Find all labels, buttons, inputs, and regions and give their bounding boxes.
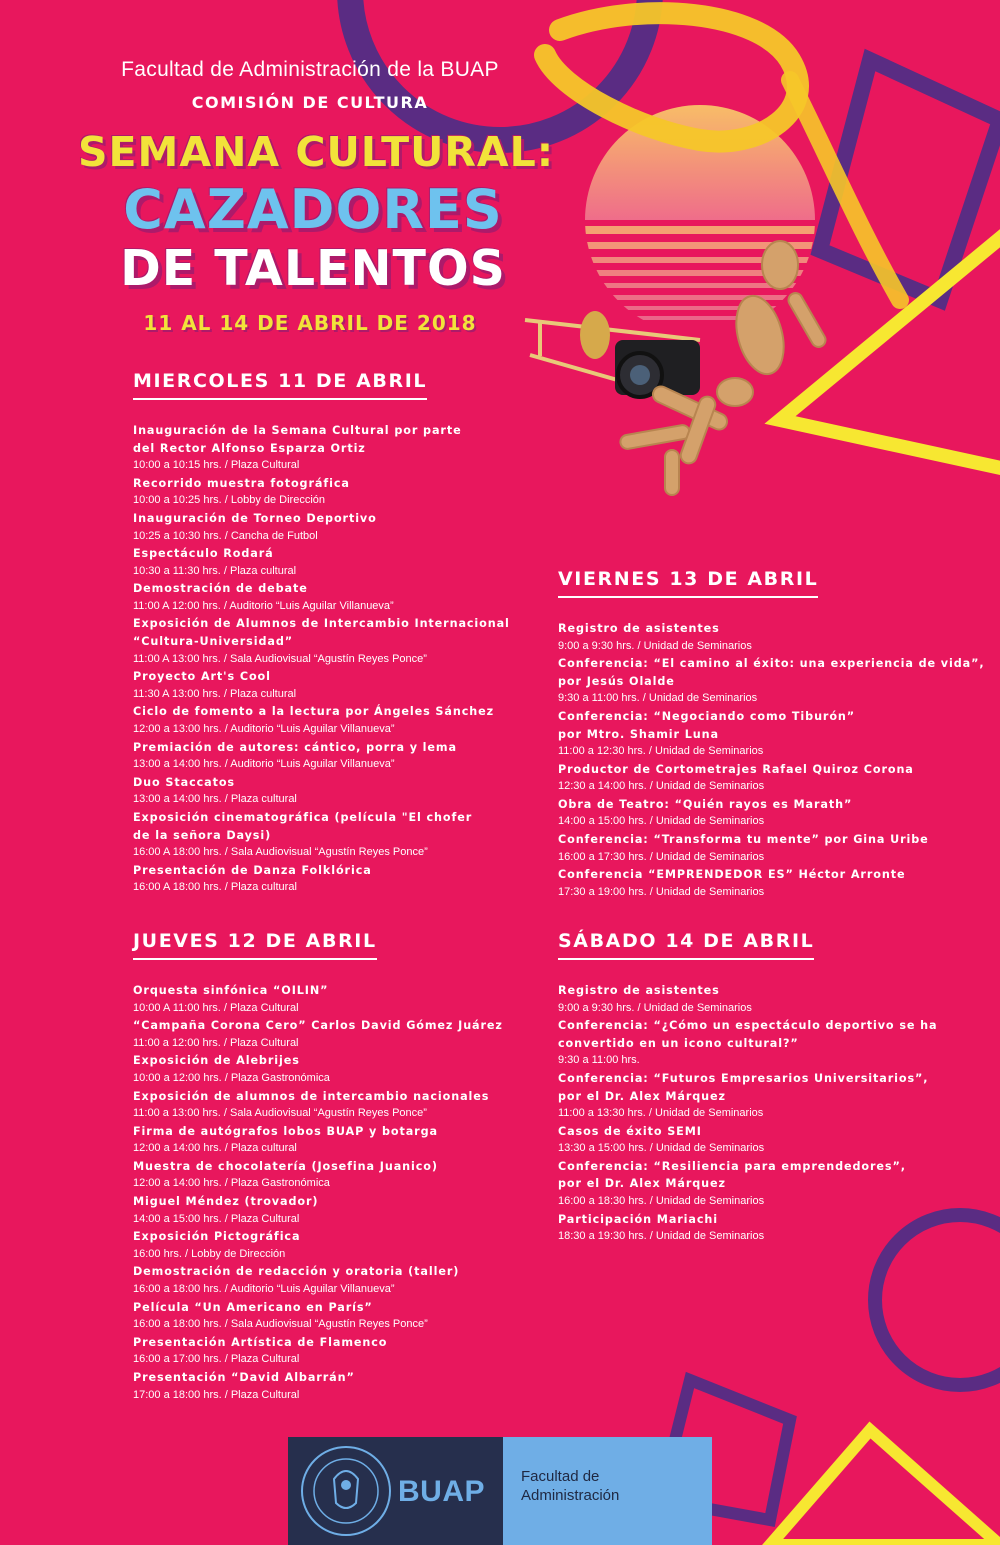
event-time-location: 16:00 A 18:00 hrs. / Plaza cultural bbox=[133, 881, 297, 894]
event-title-line: Conferencia: “¿Cómo un espectáculo deportivo se ha bbox=[558, 1019, 938, 1033]
event-item bbox=[558, 655, 985, 708]
event-time-location: 10:00 A 11:00 hrs. / Plaza Cultural bbox=[133, 1001, 299, 1014]
event-item bbox=[133, 1088, 503, 1123]
event-list bbox=[558, 982, 937, 1246]
event-time-location: 16:00 a 18:00 hrs. / Auditorio “Luis Aguilar Villanueva” bbox=[133, 1283, 395, 1296]
event-title-line: Obra de Teatro: “Quién rayos es Marath” bbox=[558, 797, 853, 811]
event-item bbox=[558, 620, 985, 655]
event-item bbox=[558, 1211, 937, 1246]
commission-name: COMISIÓN DE CULTURA bbox=[191, 93, 429, 112]
event-title bbox=[133, 1088, 503, 1106]
event-time-location: 10:00 a 10:15 hrs. / Plaza Cultural bbox=[133, 459, 300, 472]
event-item bbox=[133, 1052, 503, 1087]
footer-faculty-line-2: Administración bbox=[521, 1487, 620, 1504]
event-dates: 11 AL 14 DE ABRIL DE 2018 bbox=[143, 311, 477, 335]
event-item bbox=[558, 866, 985, 901]
event-time-location: 18:30 a 19:30 hrs. / Unidad de Seminarios bbox=[558, 1230, 765, 1243]
event-title-line: del Rector Alfonso Esparza Ortiz bbox=[133, 441, 366, 455]
event-title bbox=[133, 739, 510, 757]
event-time-location: 9:00 a 9:30 hrs. / Unidad de Seminarios bbox=[558, 1001, 752, 1014]
event-title-line: por el Dr. Alex Márquez bbox=[558, 1089, 726, 1103]
event-title-line: Muestra de chocolatería (Josefina Juanico) bbox=[133, 1159, 438, 1173]
event-list bbox=[558, 620, 985, 902]
event-item bbox=[133, 1193, 503, 1228]
event-time-location: 11:30 A 13:00 hrs. / Plaza cultural bbox=[133, 687, 297, 700]
event-title bbox=[133, 615, 510, 650]
event-item bbox=[558, 708, 985, 761]
event-time-location: 13:30 a 15:00 hrs. / Unidad de Seminarios bbox=[558, 1142, 765, 1155]
event-title bbox=[133, 668, 510, 686]
day-friday bbox=[558, 570, 985, 901]
event-title-line: Demostración de debate bbox=[133, 582, 308, 596]
event-title-line: Conferencia: “Negociando como Tiburón” bbox=[558, 709, 856, 723]
event-time-location: 12:00 a 14:00 hrs. / Plaza cultural bbox=[133, 1142, 297, 1155]
event-item bbox=[558, 796, 985, 831]
event-title-line: Exposición de Alumnos de Intercambio Internacional bbox=[133, 617, 510, 631]
event-title bbox=[133, 510, 510, 528]
event-item bbox=[133, 1263, 503, 1298]
event-title-line: Casos de éxito SEMI bbox=[558, 1124, 702, 1138]
event-title bbox=[133, 703, 510, 721]
event-title-line: convertido en un icono cultural?” bbox=[558, 1036, 799, 1050]
event-time-location: 10:00 a 12:00 hrs. / Plaza Gastronómica bbox=[133, 1071, 330, 1084]
event-title-line: Exposición cinematográfica (película "El chofer bbox=[133, 811, 473, 824]
event-title bbox=[133, 1158, 503, 1176]
event-title-line: Premiación de autores: cántico, porra y lema bbox=[133, 740, 457, 754]
event-item bbox=[133, 774, 510, 809]
event-title bbox=[558, 796, 985, 814]
event-title-line: Espectáculo Rodará bbox=[133, 547, 274, 561]
event-title-line: Participación Mariachi bbox=[558, 1212, 718, 1226]
event-title-line: “Cultura-Universidad” bbox=[133, 635, 293, 649]
day-heading: SÁBADO 14 DE ABRIL bbox=[558, 932, 814, 960]
event-item bbox=[133, 1228, 503, 1263]
yellow-triangle-bottom bbox=[770, 1430, 1000, 1545]
event-title-line: Conferencia: “Resiliencia para emprendedores”, bbox=[558, 1159, 906, 1173]
event-title-line: Proyecto Art's Cool bbox=[133, 670, 271, 684]
event-title-line: Presentación “David Albarrán” bbox=[133, 1371, 355, 1384]
event-title-line: Registro de asistentes bbox=[558, 621, 720, 635]
event-time-location: 16:00 a 17:30 hrs. / Unidad de Seminarios bbox=[558, 850, 765, 863]
event-title bbox=[558, 761, 985, 779]
event-time-location: 13:00 a 14:00 hrs. / Plaza cultural bbox=[133, 793, 297, 806]
event-title bbox=[558, 1123, 937, 1141]
event-item bbox=[133, 1334, 503, 1369]
event-title-line: Conferencia: “El camino al éxito: una experiencia de vida”, bbox=[558, 657, 985, 671]
event-time-location: 16:00 hrs. / Lobby de Dirección bbox=[133, 1247, 286, 1260]
event-time-location: 12:00 a 14:00 hrs. / Plaza Gastronómica bbox=[133, 1177, 330, 1190]
event-time-location: 11:00 a 12:30 hrs. / Unidad de Seminarios bbox=[558, 745, 764, 758]
event-item bbox=[133, 475, 510, 510]
event-title-line: Inauguración de Torneo Deportivo bbox=[133, 511, 377, 525]
event-time-location: 14:00 a 15:00 hrs. / Unidad de Seminarios bbox=[558, 815, 765, 828]
event-item bbox=[133, 1369, 503, 1404]
event-title-line: Orquesta sinfónica “OILIN” bbox=[133, 983, 329, 997]
title-line-2: CAZADORES bbox=[123, 178, 503, 241]
day-heading: JUEVES 12 DE ABRIL bbox=[133, 932, 377, 960]
faculty-name: Facultad de Administración de la BUAP bbox=[121, 58, 499, 81]
event-title-line: Demostración de redacción y oratoria (taller) bbox=[133, 1265, 460, 1279]
event-title bbox=[133, 422, 510, 457]
event-list bbox=[133, 422, 510, 897]
event-time-location: 12:30 a 14:00 hrs. / Unidad de Seminarios bbox=[558, 780, 765, 793]
event-time-location: 11:00 a 12:00 hrs. / Plaza Cultural bbox=[133, 1036, 299, 1049]
buap-logo-block bbox=[288, 1437, 503, 1545]
event-title bbox=[558, 1017, 937, 1052]
event-time-location: 17:00 a 18:00 hrs. / Plaza Cultural bbox=[133, 1388, 300, 1401]
event-title-line: Exposición de alumnos de intercambio nacionales bbox=[133, 1089, 490, 1103]
event-item bbox=[133, 809, 510, 862]
event-title bbox=[133, 1228, 503, 1246]
event-time-location: 11:00 a 13:00 hrs. / Sala Audiovisual “Agustín Reyes Ponce” bbox=[133, 1107, 427, 1120]
event-item bbox=[558, 982, 937, 1017]
event-title-line: por Jesús Olalde bbox=[558, 674, 675, 688]
event-title-line: Miguel Méndez (trovador) bbox=[133, 1195, 319, 1209]
event-title-line: por Mtro. Shamir Luna bbox=[558, 727, 719, 741]
event-title-line: “Campaña Corona Cero” Carlos David Gómez Juárez bbox=[133, 1019, 503, 1033]
event-title bbox=[558, 1211, 937, 1229]
day-heading: MIERCOLES 11 DE ABRIL bbox=[133, 372, 427, 400]
event-item bbox=[558, 1017, 937, 1070]
event-item bbox=[558, 761, 985, 796]
event-title bbox=[133, 1299, 503, 1317]
event-item bbox=[558, 831, 985, 866]
event-title-line: Exposición de Alebrijes bbox=[133, 1054, 300, 1068]
event-time-location: 16:00 A 18:00 hrs. / Sala Audiovisual “Agustín Reyes Ponce” bbox=[133, 846, 428, 859]
event-item bbox=[558, 1158, 937, 1211]
event-title bbox=[133, 1369, 503, 1387]
event-time-location: 14:00 a 15:00 hrs. / Plaza Cultural bbox=[133, 1212, 300, 1225]
footer-logo-bar bbox=[288, 1437, 712, 1545]
event-title-line: Ciclo de fomento a la lectura por Ángeles Sánchez bbox=[133, 705, 494, 719]
event-title bbox=[133, 862, 510, 880]
event-time-location: 9:00 a 9:30 hrs. / Unidad de Seminarios bbox=[558, 639, 752, 652]
event-title bbox=[558, 620, 985, 638]
event-item bbox=[133, 545, 510, 580]
buap-logo-text: BUAP bbox=[398, 1475, 486, 1508]
event-time-location: 11:00 a 13:30 hrs. / Unidad de Seminarios bbox=[558, 1107, 764, 1120]
event-list bbox=[133, 982, 503, 1404]
event-item bbox=[133, 1158, 503, 1193]
event-title bbox=[558, 1070, 937, 1105]
event-item bbox=[133, 1017, 503, 1052]
event-title-line: Conferencia “EMPRENDEDOR ES” Héctor Arronte bbox=[558, 868, 906, 882]
event-item bbox=[133, 422, 510, 475]
event-title bbox=[133, 982, 503, 1000]
event-title bbox=[133, 1263, 503, 1281]
event-title bbox=[558, 655, 985, 690]
university-seal-icon bbox=[296, 1441, 396, 1541]
event-title bbox=[558, 708, 985, 743]
event-title bbox=[133, 774, 510, 792]
event-time-location: 10:00 a 10:25 hrs. / Lobby de Dirección bbox=[133, 494, 326, 507]
event-item bbox=[133, 1123, 503, 1158]
event-item bbox=[133, 668, 510, 703]
day-thursday bbox=[133, 932, 503, 1404]
event-title bbox=[133, 1334, 503, 1352]
event-title-line: Productor de Cortometrajes Rafael Quiroz Corona bbox=[558, 762, 914, 776]
event-title bbox=[558, 1158, 937, 1193]
title-line-3: DE TALENTOS bbox=[120, 240, 506, 297]
event-title bbox=[133, 809, 510, 844]
event-time-location: 16:00 a 18:00 hrs. / Sala Audiovisual “Agustín Reyes Ponce” bbox=[133, 1318, 428, 1331]
event-title bbox=[133, 545, 510, 563]
event-time-location: 16:00 a 18:30 hrs. / Unidad de Seminarios bbox=[558, 1195, 765, 1208]
day-wednesday bbox=[133, 372, 510, 897]
event-title-line: Duo Staccatos bbox=[133, 775, 235, 789]
event-item bbox=[133, 580, 510, 615]
event-title-line: Firma de autógrafos lobos BUAP y botarga bbox=[133, 1124, 438, 1138]
event-title bbox=[558, 866, 985, 884]
event-item bbox=[133, 862, 510, 897]
event-item bbox=[133, 615, 510, 668]
faculty-logo-text bbox=[503, 1437, 712, 1545]
event-title-line: de la señora Daysi) bbox=[133, 828, 272, 842]
event-item bbox=[133, 1299, 503, 1334]
event-title bbox=[558, 982, 937, 1000]
event-title-line: Presentación de Danza Folklórica bbox=[133, 863, 372, 877]
event-time-location: 16:00 a 17:00 hrs. / Plaza Cultural bbox=[133, 1353, 300, 1366]
event-title-line: Película “Un Americano en París” bbox=[133, 1300, 373, 1314]
event-item bbox=[133, 703, 510, 738]
event-title bbox=[133, 580, 510, 598]
event-title bbox=[558, 831, 985, 849]
event-title bbox=[133, 1017, 503, 1035]
event-title-line: Exposición Pictográfica bbox=[133, 1230, 301, 1244]
event-time-location: 17:30 a 19:00 hrs. / Unidad de Seminarios bbox=[558, 885, 765, 898]
event-time-location: 11:00 A 12:00 hrs. / Auditorio “Luis Aguilar Villanueva” bbox=[133, 599, 394, 612]
event-title bbox=[133, 1193, 503, 1211]
event-title bbox=[133, 1123, 503, 1141]
footer-faculty-line-1: Facultad de bbox=[521, 1468, 600, 1485]
event-title bbox=[133, 1052, 503, 1070]
event-item bbox=[133, 739, 510, 774]
event-title-line: Presentación Artística de Flamenco bbox=[133, 1335, 388, 1349]
event-time-location: 9:30 a 11:00 hrs. / Unidad de Seminarios bbox=[558, 692, 758, 705]
day-heading: VIERNES 13 DE ABRIL bbox=[558, 570, 818, 598]
event-title-line: por el Dr. Alex Márquez bbox=[558, 1177, 726, 1191]
day-saturday bbox=[558, 932, 937, 1246]
title-line-1: SEMANA CULTURAL: bbox=[78, 128, 555, 176]
event-title-line: Inauguración de la Semana Cultural por parte bbox=[133, 423, 462, 437]
event-time-location: 10:25 a 10:30 hrs. / Cancha de Futbol bbox=[133, 529, 318, 542]
event-time-location: 11:00 A 13:00 hrs. / Sala Audiovisual “Agustín Reyes Ponce” bbox=[133, 652, 427, 665]
event-time-location: 9:30 a 11:00 hrs. bbox=[558, 1054, 640, 1067]
event-title-line: Recorrido muestra fotográfica bbox=[133, 476, 350, 490]
event-item bbox=[133, 982, 503, 1017]
event-time-location: 12:00 a 13:00 hrs. / Auditorio “Luis Aguilar Villanueva” bbox=[133, 723, 395, 736]
event-item bbox=[133, 510, 510, 545]
event-title-line: Conferencia: “Futuros Empresarios Universitarios”, bbox=[558, 1071, 929, 1085]
event-time-location: 10:30 a 11:30 hrs. / Plaza cultural bbox=[133, 564, 297, 577]
event-title-line: Registro de asistentes bbox=[558, 983, 720, 997]
event-title bbox=[133, 475, 510, 493]
event-title-line: Conferencia: “Transforma tu mente” por Gina Uribe bbox=[558, 833, 929, 847]
event-item bbox=[558, 1123, 937, 1158]
event-item bbox=[558, 1070, 937, 1123]
event-time-location: 13:00 a 14:00 hrs. / Auditorio “Luis Aguilar Villanueva” bbox=[133, 758, 395, 771]
